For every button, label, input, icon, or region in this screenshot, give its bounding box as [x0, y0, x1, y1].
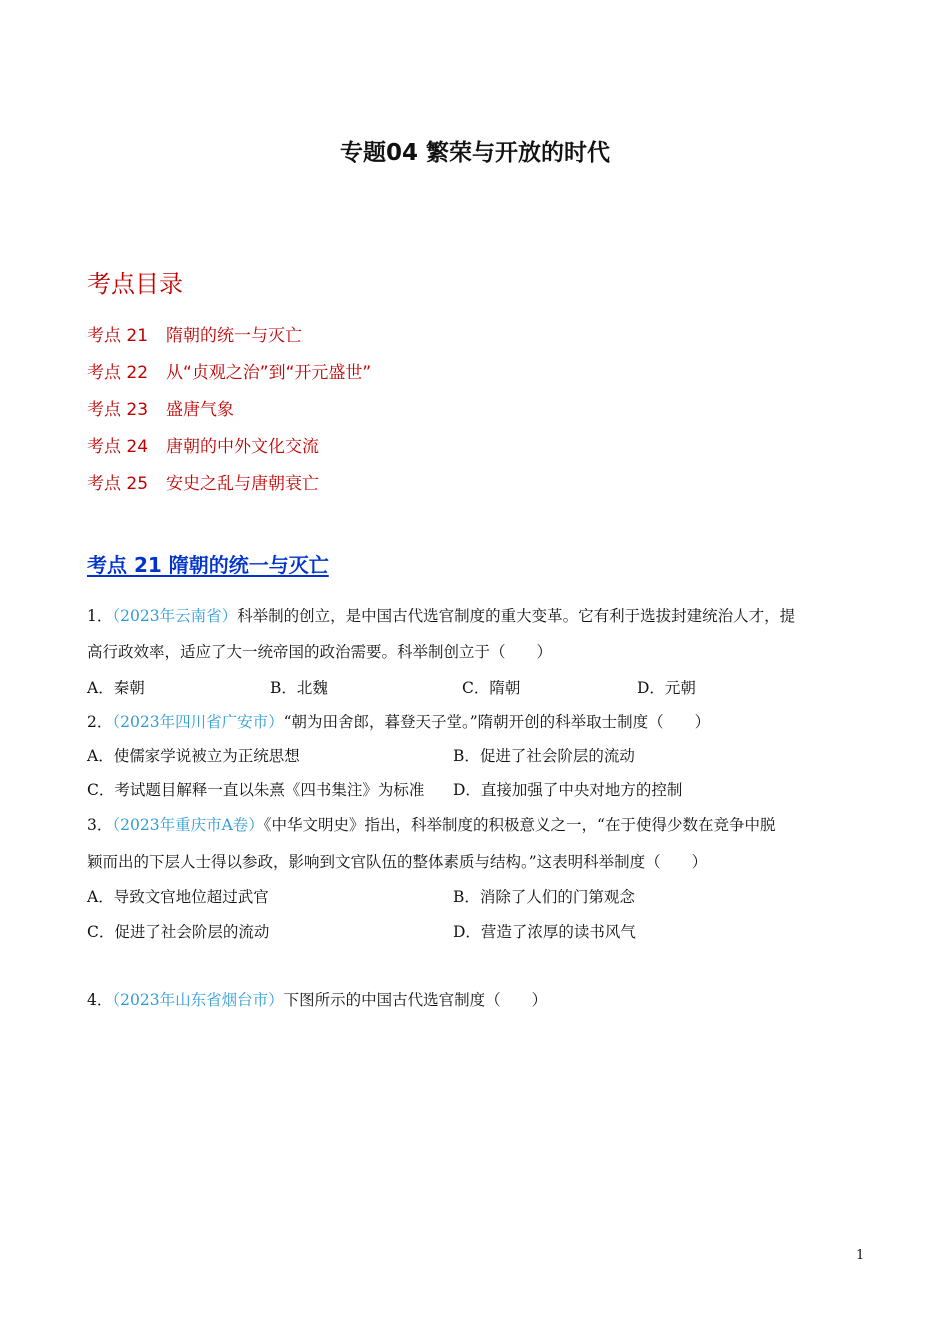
- option-b[interactable]: B．促进了社会阶层的流动: [453, 747, 635, 765]
- toc-item-label: 唐朝的中外文化交流: [166, 437, 319, 457]
- question-number: 1．: [87, 607, 113, 625]
- question-4-line-1: [87, 988, 547, 1010]
- toc-item[interactable]: [87, 358, 371, 383]
- page-title: 专题04 繁荣与开放的时代: [339, 140, 610, 166]
- question-1-line-1: [87, 604, 795, 626]
- option-a[interactable]: A．使儒家学说被立为正统思想: [87, 747, 300, 765]
- toc-item-number: 考点 22: [87, 363, 149, 383]
- question-source: （2023年山东省烟台市）: [112, 991, 284, 1009]
- option-d[interactable]: D．元朝: [637, 679, 696, 697]
- toc-item[interactable]: [87, 469, 319, 494]
- toc-item-number: 考点 25: [87, 474, 149, 494]
- option-c[interactable]: C．隋朝: [462, 679, 521, 697]
- toc-item[interactable]: [87, 432, 319, 457]
- toc-item-label: 隋朝的统一与灭亡: [166, 326, 302, 346]
- question-text: 下图所示的中国古代选官制度（ ）: [283, 991, 548, 1009]
- toc-item-number: 考点 21: [87, 326, 149, 346]
- question-text: “朝为田舍郎，暮登天子堂。”隋朝开创的科举取士制度（ ）: [283, 713, 711, 731]
- question-number: 3．: [87, 816, 113, 834]
- question-number: 2．: [87, 713, 113, 731]
- page-number: 1: [856, 1248, 865, 1263]
- option-d[interactable]: D．直接加强了中央对地方的控制: [453, 781, 683, 799]
- toc-item[interactable]: [87, 395, 234, 420]
- toc-item-label: 盛唐气象: [166, 400, 234, 420]
- question-text: 科举制的创立，是中国古代选官制度的重大变革。它有利于选拔封建统治人才，提: [237, 607, 796, 625]
- option-c[interactable]: C．促进了社会阶层的流动: [87, 923, 270, 941]
- question-1-line-2: 高行政效率，适应了大一统帝国的政治需要。科举制创立于（ ）: [87, 643, 553, 661]
- question-text: 《中华文明史》指出，科举制度的积极意义之一，“在于使得少数在竞争中脱: [263, 816, 776, 834]
- option-d[interactable]: D．营造了浓厚的读书风气: [453, 923, 636, 941]
- question-3-line-1: [87, 813, 775, 835]
- toc-item-label: 安史之乱与唐朝衰亡: [166, 474, 319, 494]
- option-a[interactable]: A．秦朝: [87, 679, 145, 697]
- question-number: 4．: [87, 991, 113, 1009]
- toc-item-number: 考点 24: [87, 437, 149, 457]
- option-c[interactable]: C．考试题目解释一直以朱熹《四书集注》为标准: [87, 781, 425, 799]
- question-source: （2023年重庆市A卷）: [112, 816, 264, 834]
- question-source: （2023年云南省）: [112, 607, 238, 625]
- option-b[interactable]: B．消除了人们的门第观念: [453, 888, 635, 906]
- toc-item-label: 从“贞观之治”到“开元盛世”: [166, 363, 372, 383]
- option-a[interactable]: A．导致文官地位超过武官: [87, 888, 269, 906]
- question-2-line-1: [87, 710, 710, 732]
- toc-item-number: 考点 23: [87, 400, 149, 420]
- toc-item[interactable]: [87, 321, 302, 346]
- option-b[interactable]: B．北魏: [270, 679, 328, 697]
- toc-heading: 考点目录: [87, 270, 183, 298]
- section-heading[interactable]: 考点 21 隋朝的统一与灭亡: [87, 553, 329, 577]
- question-3-line-2: 颖而出的下层人士得以参政，影响到文官队伍的整体素质与结构。”这表明科举制度（ ）: [87, 853, 708, 871]
- question-source: （2023年四川省广安市）: [112, 713, 284, 731]
